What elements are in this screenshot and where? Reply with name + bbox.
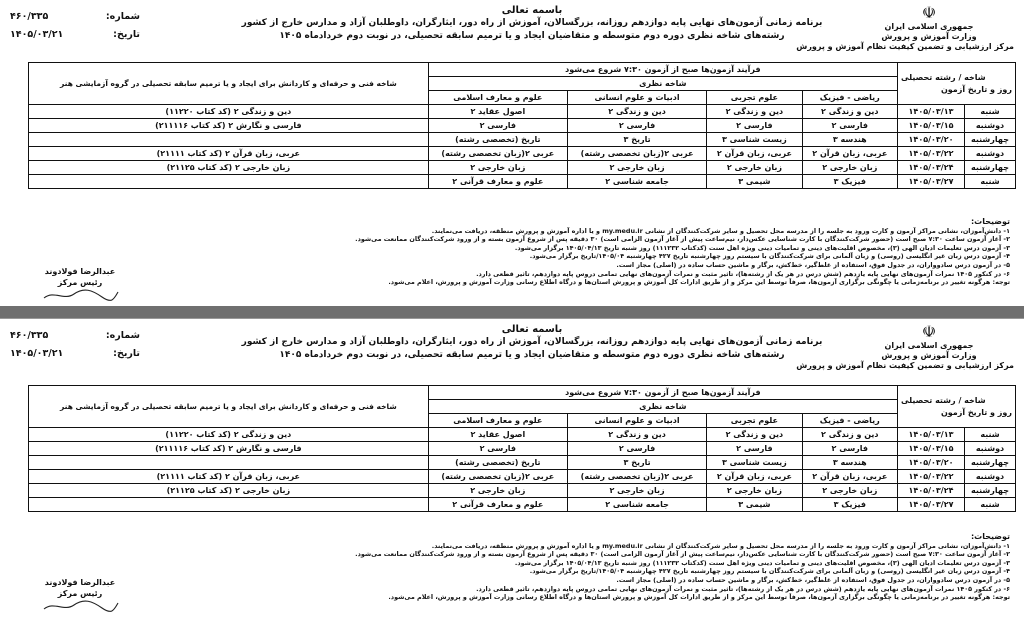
technical-branch-header: شاخه فنی و حرفه‌ای و کاردانش برای ایجاد و یا ترمیم سابقه تحصیلی در گروه آزمایشی هنر (29, 63, 429, 105)
document-copy-top (0, 0, 1024, 306)
day-cell: چهارشنبه (965, 161, 1016, 175)
signer-role: رئیس مرکز (57, 589, 103, 598)
org-line: وزارت آموزش و پرورش (881, 32, 977, 41)
day-cell: دوشنبه (965, 470, 1016, 484)
note-item: ۵- در آزمون درس سادوواران، در جدول فوق، استفاده از غلط‌گیر، خط‌کش، برگار و ماشین حساب ساده در (اصلی) مجاز است. (616, 575, 1010, 584)
exam-cell: فارسی ۲ (707, 119, 802, 133)
exam-cell: فارسی ۲ (802, 119, 897, 133)
table-row (29, 442, 1016, 456)
day-cell: شنبه (965, 175, 1016, 189)
process-title: فرآیند آزمون‌ها صبح از آزمون ۷:۳۰ شروع می‌شود (428, 63, 897, 77)
notes-section (190, 218, 1010, 287)
table-row (29, 119, 1016, 133)
page-separator (0, 306, 1024, 318)
exam-cell: تاریخ (تخصصی رشته) (428, 133, 567, 147)
iran-emblem-icon: ☫ (921, 322, 937, 341)
exam-cell: عربی ۲(زبان تخصصی رشته) (428, 147, 567, 161)
title-line: برنامه زمانی آزمون‌های نهایی پایه دوازدهم روزانه، بزرگسالان، آموزش از راه دور، ایثارگران، داوطلبان آزاد و مدارس خارج از کشور (241, 337, 823, 347)
day-cell: چهارشنبه (965, 484, 1016, 498)
date-cell: ۱۴۰۵/۰۳/۲۷ (898, 498, 965, 512)
note-item: ۳- آزمون درس تعلیمات ادیان الهی (۳)، مخصوص اقلیت‌های دینی و تمامیات دینی ویژه اهل سنت (کدکتاب ۱۱۱۲۳۲) روز شنبه تاریخ ۱۴۰۵/۰۴/۱۳ برگزار می‌شود. (514, 243, 1010, 252)
exam-cell: عربی ۲(زبان تخصصی رشته) (567, 147, 706, 161)
exam-cell: جامعه شناسی ۲ (567, 498, 706, 512)
table-row (29, 147, 1016, 161)
bismillah-heading: باسمه تعالی (501, 324, 563, 335)
date-cell: ۱۴۰۵/۰۳/۲۰ (898, 133, 965, 147)
tech-cell: فارسی و نگارش ۲ (کد کتاب ۲۱۱۱۱۶) (29, 442, 429, 456)
note-item: ۱- دانش‌آموزان، نشانی مراکز آزمون و کارت ورود به جلسه را از مدرسه محل تحصیل و سایر شرکت‌کنندگان از نشانی my.medu.ir و یا اداره آموزش و پرورش منطقه، دریافت می‌نمایند. (431, 541, 1010, 550)
attention-label: توجه: (992, 593, 1010, 602)
exam-cell: دین و زندگی ۲ (707, 105, 802, 119)
org-line: وزارت آموزش و پرورش (881, 351, 977, 360)
exam-cell: زیست شناسی ۳ (707, 133, 802, 147)
field-header: ادبیات و علوم انسانی (567, 414, 706, 428)
field-day-header: شاخه / رشته تحصیلی روز و تاریخ آزمون (898, 63, 1016, 105)
exam-cell: جامعه شناسی ۲ (567, 175, 706, 189)
exam-cell: تاریخ ۳ (567, 456, 706, 470)
notes-title: توضیحات: (970, 532, 1010, 541)
day-cell: دوشنبه (965, 442, 1016, 456)
organization-block (796, 3, 1014, 52)
notes-title: توضیحات: (970, 217, 1010, 226)
exam-cell: فارسی ۲ (428, 442, 567, 456)
day-cell: دوشنبه (965, 147, 1016, 161)
date-label: تاریخ: (113, 348, 140, 359)
date-cell: ۱۴۰۵/۰۳/۱۳ (898, 428, 965, 442)
tech-cell (29, 175, 429, 189)
day-cell: دوشنبه (965, 119, 1016, 133)
note-item: ۴- آزمون درس زبان غیر انگلیسی (روسی) و زبان آلمانی برای شرکت‌کنندگان با سیستم روز چهارشنبه تاریخ ۴۲۷ چهارشنبه ۱۴۰۵/۰۴/تاریخ برگزار می‌شود. (529, 567, 1010, 576)
attention-note (190, 593, 1010, 602)
signer-name: عبدالرضا فولادوند (44, 267, 116, 276)
exam-cell: دین و زندگی ۲ (567, 428, 706, 442)
note-item: ۳- آزمون درس تعلیمات ادیان الهی (۳)، مخصوص اقلیت‌های دینی و تمامیات دینی ویژه اهل سنت (کدکتاب ۱۱۱۲۳۲) روز شنبه تاریخ ۱۴۰۵/۰۴/۱۳ برگزار می‌شود. (514, 558, 1010, 567)
signature-block (20, 577, 140, 613)
exam-cell: زبان خارجی ۲ (802, 161, 897, 175)
organization-block (796, 322, 1014, 371)
iran-emblem-icon: ☫ (921, 3, 937, 22)
title-line: برنامه زمانی آزمون‌های نهایی پایه دوازدهم روزانه، بزرگسالان، آموزش از راه دور، ایثارگران، داوطلبان آزاد و مدارس خارج از کشور (241, 18, 823, 28)
notes-section (190, 533, 1010, 602)
day-cell: چهارشنبه (965, 133, 1016, 147)
org-line: جمهوری اسلامی ایران (884, 341, 974, 350)
letter-meta (10, 327, 140, 363)
exam-cell: عربی، زبان قرآن ۲ (802, 470, 897, 484)
exam-cell: تاریخ ۳ (567, 133, 706, 147)
date-cell: ۱۴۰۵/۰۳/۲۲ (898, 147, 965, 161)
exam-cell: هندسه ۳ (802, 456, 897, 470)
exam-cell: زیست شناسی ۳ (707, 456, 802, 470)
note-item: ۲- آغاز آزمون ساعت ۷:۳۰ صبح است (حضور شرکت‌کنندگان با کارت شناسایی عکس‌دار، نیم‌ساعت پیش از آغاز آزمون الزامی است) ۳۰ دقیقه پس از شروع آزمون بسته و از ورود شرکت‌کنندگان ممانعت می‌شود. (355, 235, 1010, 244)
exam-cell: فارسی ۲ (707, 442, 802, 456)
date-cell: ۱۴۰۵/۰۳/۱۳ (898, 105, 965, 119)
field-header: علوم تجربی (707, 91, 802, 105)
title-line: رشته‌های شاخه نظری دوره دوم متوسطه و متقاضیان ایجاد و یا ترمیم سابقه تحصیلی، در نوبت دوم خردادماه ۱۴۰۵ (279, 31, 785, 41)
date-cell: ۱۴۰۵/۰۳/۲۲ (898, 470, 965, 484)
date-value: ۱۴۰۵/۰۳/۲۱ (10, 29, 64, 40)
exam-cell: فارسی ۲ (428, 119, 567, 133)
number-label: شماره: (105, 11, 140, 22)
date-cell: ۱۴۰۵/۰۳/۲۴ (898, 161, 965, 175)
day-cell: چهارشنبه (965, 456, 1016, 470)
exam-cell: علوم و معارف قرآنی ۲ (428, 175, 567, 189)
date-value: ۱۴۰۵/۰۳/۲۱ (10, 348, 64, 359)
exam-cell: زبان خارجی ۲ (802, 484, 897, 498)
number-label: شماره: (105, 330, 140, 341)
field-header: علوم و معارف اسلامی (428, 414, 567, 428)
number-value: ۴۶۰/۳۳۵ (10, 11, 49, 22)
exam-cell: شیمی ۳ (707, 498, 802, 512)
exam-cell: اصول عقاید ۲ (428, 105, 567, 119)
table-row (29, 105, 1016, 119)
title-block (230, 323, 834, 362)
table-row (29, 428, 1016, 442)
title-block (230, 4, 834, 43)
table-row (29, 161, 1016, 175)
document-header (0, 319, 1024, 389)
process-title: فرآیند آزمون‌ها صبح از آزمون ۷:۳۰ شروع می‌شود (428, 386, 897, 400)
note-item: ۴- آزمون درس زبان غیر انگلیسی (روسی) و زبان آلمانی برای شرکت‌کنندگان با سیستم روز چهارشنبه تاریخ ۴۲۷ چهارشنبه ۱۴۰۵/۰۴/تاریخ برگزار می‌شود. (529, 252, 1010, 261)
signer-role: رئیس مرکز (57, 278, 103, 287)
exam-cell: دین و زندگی ۲ (707, 428, 802, 442)
exam-cell: زبان خارجی ۲ (707, 484, 802, 498)
exam-cell: تاریخ (تخصصی رشته) (428, 456, 567, 470)
note-item: ۲- آغاز آزمون ساعت ۷:۳۰ صبح است (حضور شرکت‌کنندگان با کارت شناسایی عکس‌دار، نیم‌ساعت پیش از آغاز آزمون الزامی است) ۳۰ دقیقه پس از شروع آزمون بسته و از ورود شرکت‌کنندگان ممانعت می‌شود. (355, 550, 1010, 559)
attention-label: توجه: (992, 278, 1010, 287)
exam-cell: فیزیک ۳ (802, 175, 897, 189)
attention-note (190, 278, 1010, 287)
exam-cell: علوم و معارف قرآنی ۲ (428, 498, 567, 512)
document-copy-bottom (0, 318, 1024, 635)
org-line: مرکز ارزشیابی و تضمین کیفیت نظام آموزش و پرورش (796, 361, 1014, 370)
field-day-header: شاخه / رشته تحصیلی روز و تاریخ آزمون (898, 386, 1016, 428)
attention-text: هرگونه تغییر در برنامه‌زمانی یا چگونگی برگزاری آزمون‌ها، صرفاً توسط این مرکز و از طریق ادارات کل آموزش و پرورش استان‌ها و درگاه اطلاع رسانی وزارت آموزش و پرورش، اعلام می‌شود. (388, 593, 991, 602)
table-row (29, 133, 1016, 147)
exam-cell: عربی ۲(زبان تخصصی رشته) (567, 470, 706, 484)
note-item: ۶- در کنکور ۱۴۰۵ نمرات آزمون‌های نهایی پایه یازدهم (شش درس در هر یک از رشته‌ها)، تاثیر مثبت و نمرات آزمون‌های نهایی تمامی دروس پایه دوازدهم، تاثیر قطعی دارد. (476, 584, 1010, 593)
exam-cell: هندسه ۳ (802, 133, 897, 147)
exam-cell: دین و زندگی ۲ (802, 105, 897, 119)
exam-cell: زبان خارجی ۲ (428, 484, 567, 498)
exam-cell: زبان خارجی ۲ (567, 161, 706, 175)
exam-cell: عربی ۲(زبان تخصصی رشته) (428, 470, 567, 484)
exam-cell: عربی، زبان قرآن ۲ (707, 147, 802, 161)
org-line: جمهوری اسلامی ایران (884, 22, 974, 31)
exam-cell: فارسی ۲ (567, 119, 706, 133)
table-row (29, 484, 1016, 498)
exam-schedule-table (28, 62, 1016, 189)
exam-cell: عربی، زبان قرآن ۲ (802, 147, 897, 161)
note-item: ۵- در آزمون درس سادوواران، در جدول فوق، استفاده از غلط‌گیر، خط‌کش، برگار و ماشین حساب ساده در (اصلی) مجاز است. (616, 260, 1010, 269)
signature-block (20, 266, 140, 302)
technical-branch-header: شاخه فنی و حرفه‌ای و کاردانش برای ایجاد و یا ترمیم سابقه تحصیلی در گروه آزمایشی هنر (29, 386, 429, 428)
table-row (29, 498, 1016, 512)
exam-cell: فارسی ۲ (802, 442, 897, 456)
exam-schedule-table (28, 385, 1016, 512)
tech-cell (29, 133, 429, 147)
table-row (29, 456, 1016, 470)
day-cell: شنبه (965, 105, 1016, 119)
field-header: علوم و معارف اسلامی (428, 91, 567, 105)
date-cell: ۱۴۰۵/۰۳/۱۵ (898, 442, 965, 456)
field-header: ریاضی - فیزیک (802, 91, 897, 105)
handwritten-signature (40, 599, 120, 613)
tech-cell: زبان خارجی ۲ (کد کتاب ۲۱۱۲۵) (29, 161, 429, 175)
title-line: رشته‌های شاخه نظری دوره دوم متوسطه و متقاضیان ایجاد و یا ترمیم سابقه تحصیلی، در نوبت دوم خردادماه ۱۴۰۵ (279, 350, 785, 360)
table-row (29, 470, 1016, 484)
exam-cell: عربی، زبان قرآن ۲ (707, 470, 802, 484)
tech-cell: دین و زندگی ۲ (کد کتاب ۱۱۲۲۰) (29, 105, 429, 119)
day-cell: شنبه (965, 428, 1016, 442)
tech-cell (29, 456, 429, 470)
exam-cell: شیمی ۳ (707, 175, 802, 189)
branch-title: شاخه نظری (428, 400, 897, 414)
bismillah-heading: باسمه تعالی (501, 5, 563, 16)
tech-cell: دین و زندگی ۲ (کد کتاب ۱۱۲۲۰) (29, 428, 429, 442)
field-header: ادبیات و علوم انسانی (567, 91, 706, 105)
document-header (0, 0, 1024, 70)
exam-cell: دین و زندگی ۲ (802, 428, 897, 442)
letter-meta (10, 8, 140, 44)
date-cell: ۱۴۰۵/۰۳/۱۵ (898, 119, 965, 133)
date-label: تاریخ: (113, 29, 140, 40)
org-line: مرکز ارزشیابی و تضمین کیفیت نظام آموزش و پرورش (796, 42, 1014, 51)
field-header: ریاضی - فیزیک (802, 414, 897, 428)
date-cell: ۱۴۰۵/۰۳/۲۷ (898, 175, 965, 189)
exam-cell: زبان خارجی ۲ (428, 161, 567, 175)
day-cell: شنبه (965, 498, 1016, 512)
handwritten-signature (40, 288, 120, 302)
exam-cell: زبان خارجی ۲ (707, 161, 802, 175)
attention-text: هرگونه تغییر در برنامه‌زمانی یا چگونگی برگزاری آزمون‌ها، صرفاً توسط این مرکز و از طریق ادارات کل آموزش و پرورش استان‌ها و درگاه اطلاع رسانی وزارت آموزش و پرورش، اعلام می‌شود. (388, 278, 991, 287)
tech-cell: زبان خارجی ۲ (کد کتاب ۲۱۱۲۵) (29, 484, 429, 498)
exam-cell: اصول عقاید ۲ (428, 428, 567, 442)
date-cell: ۱۴۰۵/۰۳/۲۴ (898, 484, 965, 498)
note-item: ۶- در کنکور ۱۴۰۵ نمرات آزمون‌های نهایی پایه یازدهم (شش درس در هر یک از رشته‌ها)، تاثیر مثبت و نمرات آزمون‌های نهایی تمامی دروس پایه دوازدهم، تاثیر قطعی دارد. (476, 269, 1010, 278)
tech-cell: عربی، زبان قرآن ۲ (کد کتاب ۲۱۱۱۱) (29, 470, 429, 484)
field-header: علوم تجربی (707, 414, 802, 428)
signer-name: عبدالرضا فولادوند (44, 578, 116, 587)
exam-cell: دین و زندگی ۲ (567, 105, 706, 119)
number-value: ۴۶۰/۳۳۵ (10, 330, 49, 341)
date-cell: ۱۴۰۵/۰۳/۲۰ (898, 456, 965, 470)
tech-cell: فارسی و نگارش ۲ (کد کتاب ۲۱۱۱۱۶) (29, 119, 429, 133)
branch-title: شاخه نظری (428, 77, 897, 91)
exam-cell: فیزیک ۳ (802, 498, 897, 512)
tech-cell (29, 498, 429, 512)
exam-cell: فارسی ۲ (567, 442, 706, 456)
table-row (29, 175, 1016, 189)
note-item: ۱- دانش‌آموزان، نشانی مراکز آزمون و کارت ورود به جلسه را از مدرسه محل تحصیل و سایر شرکت‌کنندگان از نشانی my.medu.ir و یا اداره آموزش و پرورش منطقه، دریافت می‌نمایند. (431, 226, 1010, 235)
tech-cell: عربی، زبان قرآن ۲ (کد کتاب ۲۱۱۱۱) (29, 147, 429, 161)
exam-cell: زبان خارجی ۲ (567, 484, 706, 498)
